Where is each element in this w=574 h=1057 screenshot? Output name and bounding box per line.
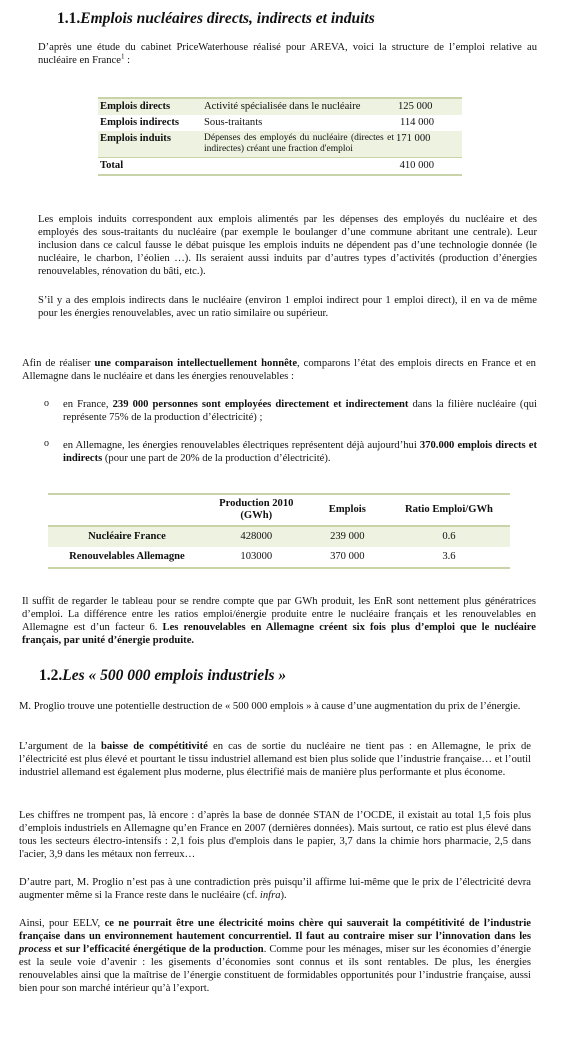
intro-end: : bbox=[124, 55, 131, 66]
argument-paragraph bbox=[19, 740, 531, 779]
text-run: Il suffit de regarder le tableau pour se rendre compte que par GWh produit, les EnR sont nettement plus génératrices d’emploi. La différence entre les ratios emploi/énergie produite entre le nucléaire français et les renouvelables en Allemagne est d’un facteur 6. bbox=[22, 596, 536, 633]
section-title: Les « 500 000 emplois industriels » bbox=[62, 667, 287, 684]
bullet-germany bbox=[63, 439, 537, 465]
row-label: Emplois directs bbox=[98, 98, 202, 115]
bullet-marker: o bbox=[44, 438, 49, 449]
text-run: L’argument de la bbox=[19, 741, 101, 752]
table-row bbox=[48, 547, 510, 568]
text-run: en France, bbox=[63, 399, 113, 410]
text-run: Ainsi, pour EELV, bbox=[19, 918, 105, 929]
comparison-table bbox=[48, 493, 510, 569]
cell-ratio: 0.6 bbox=[388, 526, 510, 547]
row-value: 125 000 bbox=[396, 98, 462, 115]
comparison-intro-paragraph bbox=[22, 357, 536, 383]
row-description: Activité spécialisée dans le nucléaire bbox=[202, 98, 396, 115]
cell-production: 103000 bbox=[206, 547, 307, 568]
text-run-bold: et sur l’efficacité énergétique de la production bbox=[51, 944, 264, 955]
column-header: Emplois bbox=[307, 494, 388, 526]
section-title: Emplois nucléaires directs, indirects et induits bbox=[80, 10, 375, 27]
row-value: 114 000 bbox=[399, 117, 434, 128]
section-number: 1.1. bbox=[57, 10, 81, 27]
text-run-bold-italic: process bbox=[19, 944, 52, 955]
row-label: Total bbox=[98, 158, 202, 176]
row-description bbox=[202, 158, 396, 176]
table-row bbox=[98, 131, 462, 158]
table-row bbox=[98, 98, 462, 115]
text-run: Afin de réaliser bbox=[22, 358, 95, 369]
proglio-paragraph: M. Proglio trouve une potentielle destruction de « 500 000 emplois » à cause d’une augmentation du prix de l’énergie. bbox=[19, 701, 521, 712]
text-run: , comparons l’état des emplois directs en France et en Allemagne dans le nucléaire et dans les énergies renouvelables : bbox=[22, 358, 536, 382]
text-run-bold: baisse de compétitivité bbox=[101, 741, 208, 752]
section-heading-2 bbox=[39, 667, 286, 685]
row-description: Sous-traitants bbox=[204, 117, 263, 128]
column-header bbox=[48, 494, 206, 526]
cell-emplois: 239 000 bbox=[307, 526, 388, 547]
text-run: en cas de sortie du nucléaire ne tient pas : en Allemagne, le prix de l’électricité est plus élevé et pourtant le tissu industriel allemand est bien plus solide que l’industrie française… et l’outil industriel allemand est également plus moderne, plus électrifié mais de manière plus performante et plus économe. bbox=[19, 741, 531, 778]
row-description: Dépenses des employés du nucléaire (directes et indirectes) créant une fraction d'emploi bbox=[202, 131, 396, 158]
conclusion-paragraph bbox=[22, 595, 536, 647]
text-run: dans la filière nucléaire (qui représente 75% de la production d’électricité) ; bbox=[63, 399, 537, 423]
column-header: Ratio Emploi/GWh bbox=[388, 494, 510, 526]
text-run-italic: infra bbox=[259, 890, 281, 901]
employment-structure-table bbox=[98, 97, 462, 176]
text-run: D’autre part, M. Proglio n’est pas à une contradiction près puisqu’il affirme lui-même que le prix de l’électricité devra augmenter même si la France reste dans le nucléaire (cf. bbox=[19, 877, 531, 901]
text-run: (pour une part de 20% de la production d’électricité). bbox=[102, 453, 331, 464]
indirect-jobs-paragraph: S’il y a des emplois indirects dans le nucléaire (environ 1 emploi indirect pour 1 emploi direct), il en va de même pour les énergies renouvelables, avec un ratio similaire ou supérieur. bbox=[38, 295, 537, 319]
row-value: 410 000 bbox=[396, 158, 462, 176]
footnote-ref[interactable]: 1 bbox=[120, 52, 125, 61]
row-label: Emplois indirects bbox=[100, 117, 179, 128]
text-run: ). bbox=[280, 890, 287, 901]
figures-paragraph: Les chiffres ne trompent pas, là encore : d’après la base de donnée STAN de l’OCDE, il existait au total 1,5 fois plus d’emplois industriels en Allemagne qu’en France en 2007 (dernières données). Mais surtout, ce ratio est plus élevé dans tous les secteurs électro-intensifs : 2,1 fois plus d'emplois dans le papier, 3,7 dans la chimie hors pharmacie, 2,5 dans l'acier, 3,9 dans les métaux non ferreux… bbox=[19, 810, 531, 860]
cell-ratio: 3.6 bbox=[388, 547, 510, 568]
section-heading-1 bbox=[57, 10, 375, 28]
row-label: Renouvelables Allemagne bbox=[48, 547, 206, 568]
row-label: Nucléaire France bbox=[48, 526, 206, 547]
table-row bbox=[98, 115, 462, 131]
cell-emplois: 370 000 bbox=[307, 547, 388, 568]
column-header: Production 2010 (GWh) bbox=[206, 494, 307, 526]
row-value: 171 000 bbox=[396, 131, 462, 158]
bullet-marker: o bbox=[44, 398, 49, 409]
text-run-bold: Les renouvelables en Allemagne créent six fois plus d’emploi que le nucléaire français, par unité d’énergie produite. bbox=[22, 622, 536, 646]
intro-paragraph bbox=[38, 41, 537, 67]
text-run-bold: 239 000 personnes sont employées directement et indirectement bbox=[112, 399, 409, 410]
contradiction-paragraph bbox=[19, 876, 531, 902]
intro-text: D’après une étude du cabinet PriceWaterhouse réalisé pour AREVA, voici la structure de l’emploi relative au nucléaire en France bbox=[38, 42, 537, 66]
section-number: 1.2. bbox=[39, 667, 63, 684]
table-header-row bbox=[48, 494, 510, 526]
text-run-bold: une comparaison intellectuellement honnête bbox=[94, 358, 298, 369]
row-label: Emplois induits bbox=[98, 131, 202, 158]
text-run-bold: 370.000 emplois directs et indirects bbox=[63, 440, 538, 464]
table-row bbox=[98, 158, 462, 176]
text-run: . Comme pour les ménages, miser sur les économies d’énergie est la seule voie d’avenir : les gisements d’économies sont connus et ils sont rentables. De plus, les énergies renouvelables ainsi que la maîtrise de l’énergie constituent de formidables opportunités pour l’industrie française, aussi bien pour son marché intérieur qu’à l’export. bbox=[19, 944, 531, 994]
table-row bbox=[48, 526, 510, 547]
induced-jobs-paragraph: Les emplois induits correspondent aux emplois alimentés par les dépenses des employés du nucléaire et des employés des sous-traitants du nucléaire (par exemple le boulanger d’une commune abritant une centrale). Leur inclusion dans ce calcul fausse le débat puisque les emplois induits ne dépendent pas d’une technologie donnée (le nucléaire, le charbon, l’éolien …). Ils seraient aussi induits par d’autres types d’activités (production d’énergies renouvelables, rénovation du bâti, etc.). bbox=[38, 214, 537, 277]
text-run: en Allemagne, les énergies renouvelables électriques représentent déjà aujourd’hui bbox=[63, 440, 420, 451]
text-run-bold: ce ne pourrait être une électricité moins chère qui sauverait la compétitivité de l’industrie française dans un environnement hautement concurrentiel. Il faut au contraire miser sur l’innovation dans les bbox=[19, 918, 531, 942]
bullet-france bbox=[63, 398, 537, 424]
eelv-paragraph bbox=[19, 917, 531, 995]
cell-production: 428000 bbox=[206, 526, 307, 547]
